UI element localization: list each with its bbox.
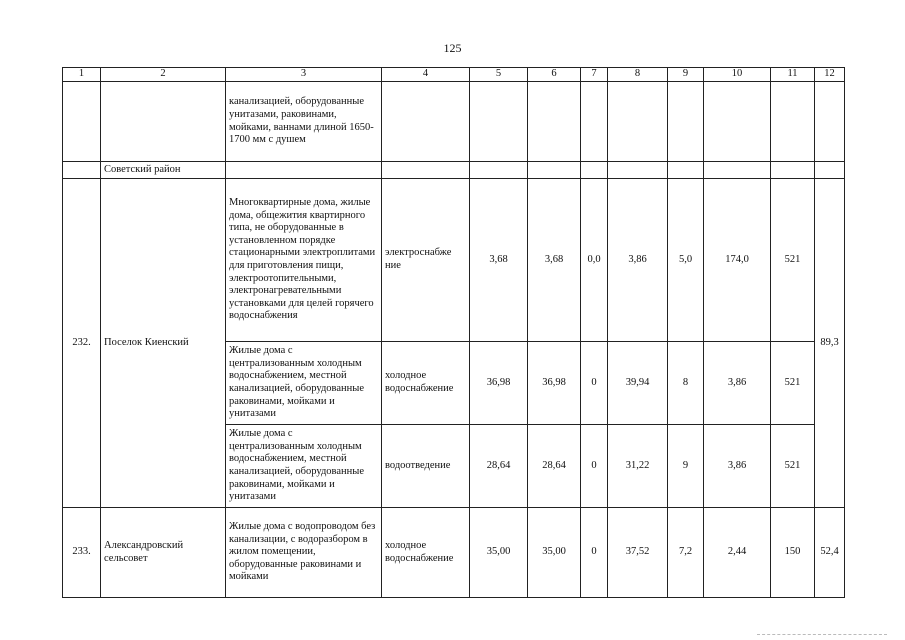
col-header-7: 7 [581,68,608,82]
value-col8: 3,86 [608,179,668,342]
value-col6: 35,00 [528,508,581,598]
value-col7: 0 [581,342,608,425]
settlement-name: Поселок Киенский [101,179,226,508]
page-number: 125 [443,41,462,55]
housing-description: Жилые дома с водопроводом без канализации, с водоразбором в жилом помещении, оборудованные раковинами и мойками [226,508,382,598]
cell-empty [528,82,581,162]
cell-empty [704,82,771,162]
value-col12: 52,4 [815,508,845,598]
housing-description: Многоквартирные дома, жилые дома, общежития квартирного типа, не оборудованные в установленном порядке стационарными электроплитами для приготовления пищи, электроотопительными, электронагревательными установками для целей горячего водоснабжения [226,179,382,342]
col-header-3: 3 [226,68,382,82]
cell-empty [668,82,704,162]
region-name: Советский район [101,162,226,179]
value-col7: 0 [581,508,608,598]
value-col10: 3,86 [704,425,771,508]
cell-empty [815,82,845,162]
scan-artifact-line [757,634,887,637]
col-header-12: 12 [815,68,845,82]
continuation-description: канализацией, оборудованные унитазами, раковинами, мойками, ваннами длиной 1650-1700 мм с душем [226,82,382,162]
value-col10: 3,86 [704,342,771,425]
row-number: 233. [63,508,101,598]
col-header-11: 11 [771,68,815,82]
service-type: водоотведение [382,425,470,508]
value-col5: 35,00 [470,508,528,598]
col-header-6: 6 [528,68,581,82]
cell-empty [382,82,470,162]
col-header-4: 4 [382,68,470,82]
col-header-5: 5 [470,68,528,82]
housing-description: Жилые дома с централизованным холодным водоснабжением, местной канализацией, оборудованные раковинами, мойками и унитазами [226,425,382,508]
col-header-1: 1 [63,68,101,82]
cell-empty [226,162,382,179]
region-row [63,162,845,179]
header-row [63,68,845,82]
table-row [63,508,845,598]
value-col7: 0,0 [581,179,608,342]
col-header-2: 2 [101,68,226,82]
tariff-table [62,67,845,598]
cell-empty [704,162,771,179]
cell-empty [101,82,226,162]
value-col12: 89,3 [815,179,845,508]
cell-empty [668,162,704,179]
value-col8: 31,22 [608,425,668,508]
cell-empty [815,162,845,179]
value-col6: 36,98 [528,342,581,425]
cell-empty [470,162,528,179]
col-header-10: 10 [704,68,771,82]
service-type: холодное водоснабжение [382,342,470,425]
cell-empty [528,162,581,179]
service-type: электроснабже ние [382,179,470,342]
col-header-9: 9 [668,68,704,82]
value-col7: 0 [581,425,608,508]
value-col6: 3,68 [528,179,581,342]
value-col8: 37,52 [608,508,668,598]
value-col9: 7,2 [668,508,704,598]
value-col9: 5,0 [668,179,704,342]
cell-empty [581,82,608,162]
cell-empty [470,82,528,162]
continuation-row [63,82,845,162]
value-col8: 39,94 [608,342,668,425]
cell-empty [771,162,815,179]
value-col10: 174,0 [704,179,771,342]
value-col9: 9 [668,425,704,508]
cell-empty [382,162,470,179]
value-col11: 521 [771,179,815,342]
col-header-8: 8 [608,68,668,82]
value-col5: 36,98 [470,342,528,425]
value-col5: 3,68 [470,179,528,342]
value-col9: 8 [668,342,704,425]
cell-empty [608,162,668,179]
cell-empty [771,82,815,162]
cell-empty [581,162,608,179]
value-col11: 521 [771,425,815,508]
value-col6: 28,64 [528,425,581,508]
row-number: 232. [63,179,101,508]
housing-description: Жилые дома с централизованным холодным водоснабжением, местной канализацией, оборудованные раковинами, мойками и унитазами [226,342,382,425]
value-col11: 150 [771,508,815,598]
cell-empty [63,82,101,162]
service-type: холодное водоснабжение [382,508,470,598]
cell-empty [608,82,668,162]
cell-empty [63,162,101,179]
table-row [63,179,845,342]
value-col11: 521 [771,342,815,425]
value-col5: 28,64 [470,425,528,508]
value-col10: 2,44 [704,508,771,598]
settlement-name: Александровский сельсовет [101,508,226,598]
